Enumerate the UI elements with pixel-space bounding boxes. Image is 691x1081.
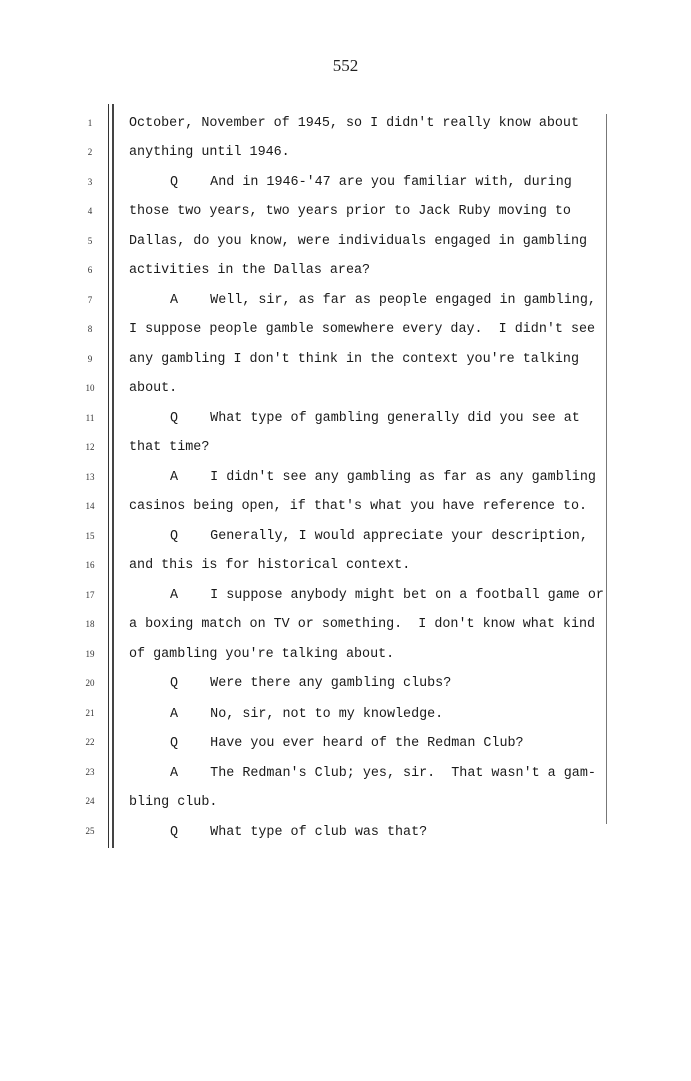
- line-number: 2: [87, 147, 93, 157]
- transcript-line: those two years, two years prior to Jack Ruby moving to: [129, 204, 571, 219]
- line-number: 14: [85, 501, 95, 511]
- transcript-line: Q Were there any gambling clubs?: [170, 676, 452, 691]
- transcript-line: October, November of 1945, so I didn't really know about: [129, 116, 579, 131]
- transcript-line: A I suppose anybody might bet on a football game or: [170, 588, 604, 603]
- line-number: 11: [85, 413, 95, 423]
- line-number: 19: [85, 649, 95, 659]
- transcript-line: A The Redman's Club; yes, sir. That wasn't a gam-: [170, 766, 596, 781]
- line-number: 13: [85, 472, 95, 482]
- line-number: 17: [85, 590, 95, 600]
- transcript-line: Q Generally, I would appreciate your description,: [170, 529, 588, 544]
- line-number: 21: [85, 708, 95, 718]
- left-margin-rule: [108, 104, 109, 848]
- line-number: 8: [87, 324, 93, 334]
- page-number: 552: [332, 56, 359, 75]
- transcript-line: A No, sir, not to my knowledge.: [170, 707, 444, 722]
- line-number: 18: [85, 619, 95, 629]
- line-number: 20: [85, 678, 95, 688]
- transcript-line: of gambling you're talking about.: [129, 647, 395, 662]
- transcript-line: A I didn't see any gambling as far as any gambling: [170, 470, 596, 485]
- line-number: 6: [87, 265, 93, 275]
- line-number: 23: [85, 767, 95, 777]
- transcript-line: I suppose people gamble somewhere every day. I didn't see: [129, 322, 596, 337]
- line-number: 7: [87, 295, 93, 305]
- transcript-line: activities in the Dallas area?: [129, 263, 371, 278]
- line-number: 15: [85, 531, 95, 541]
- transcript-line: Q What type of club was that?: [170, 825, 428, 840]
- transcript-line: anything until 1946.: [129, 145, 290, 160]
- transcript-line: Q And in 1946-'47 are you familiar with, during: [170, 175, 572, 190]
- transcript-line: that time?: [129, 440, 210, 455]
- line-number: 1: [87, 118, 93, 128]
- transcript-line: and this is for historical context.: [129, 558, 411, 573]
- transcript-line: a boxing match on TV or something. I don't know what kind: [129, 617, 596, 632]
- transcript-line: A Well, sir, as far as people engaged in gambling,: [170, 293, 596, 308]
- line-number: 25: [85, 826, 95, 836]
- line-number: 16: [85, 560, 95, 570]
- line-number: 3: [87, 177, 93, 187]
- transcript-line: about.: [129, 381, 178, 396]
- transcript-line: Q What type of gambling generally did you see at: [170, 411, 580, 426]
- transcript-line: Dallas, do you know, were individuals engaged in gambling: [129, 234, 588, 249]
- transcript-line: casinos being open, if that's what you have reference to.: [129, 499, 588, 514]
- line-number: 5: [87, 236, 93, 246]
- line-number: 10: [85, 383, 95, 393]
- left-margin-rule-inner: [112, 104, 114, 848]
- line-number: 9: [87, 354, 93, 364]
- line-number: 22: [85, 737, 95, 747]
- transcript-line: any gambling I don't think in the context you're talking: [129, 352, 579, 367]
- right-margin-rule: [606, 114, 607, 824]
- transcript-line: bling club.: [129, 795, 218, 810]
- line-number: 4: [87, 206, 93, 216]
- line-number: 12: [85, 442, 95, 452]
- transcript-line: Q Have you ever heard of the Redman Club?: [170, 736, 524, 751]
- line-number: 24: [85, 796, 95, 806]
